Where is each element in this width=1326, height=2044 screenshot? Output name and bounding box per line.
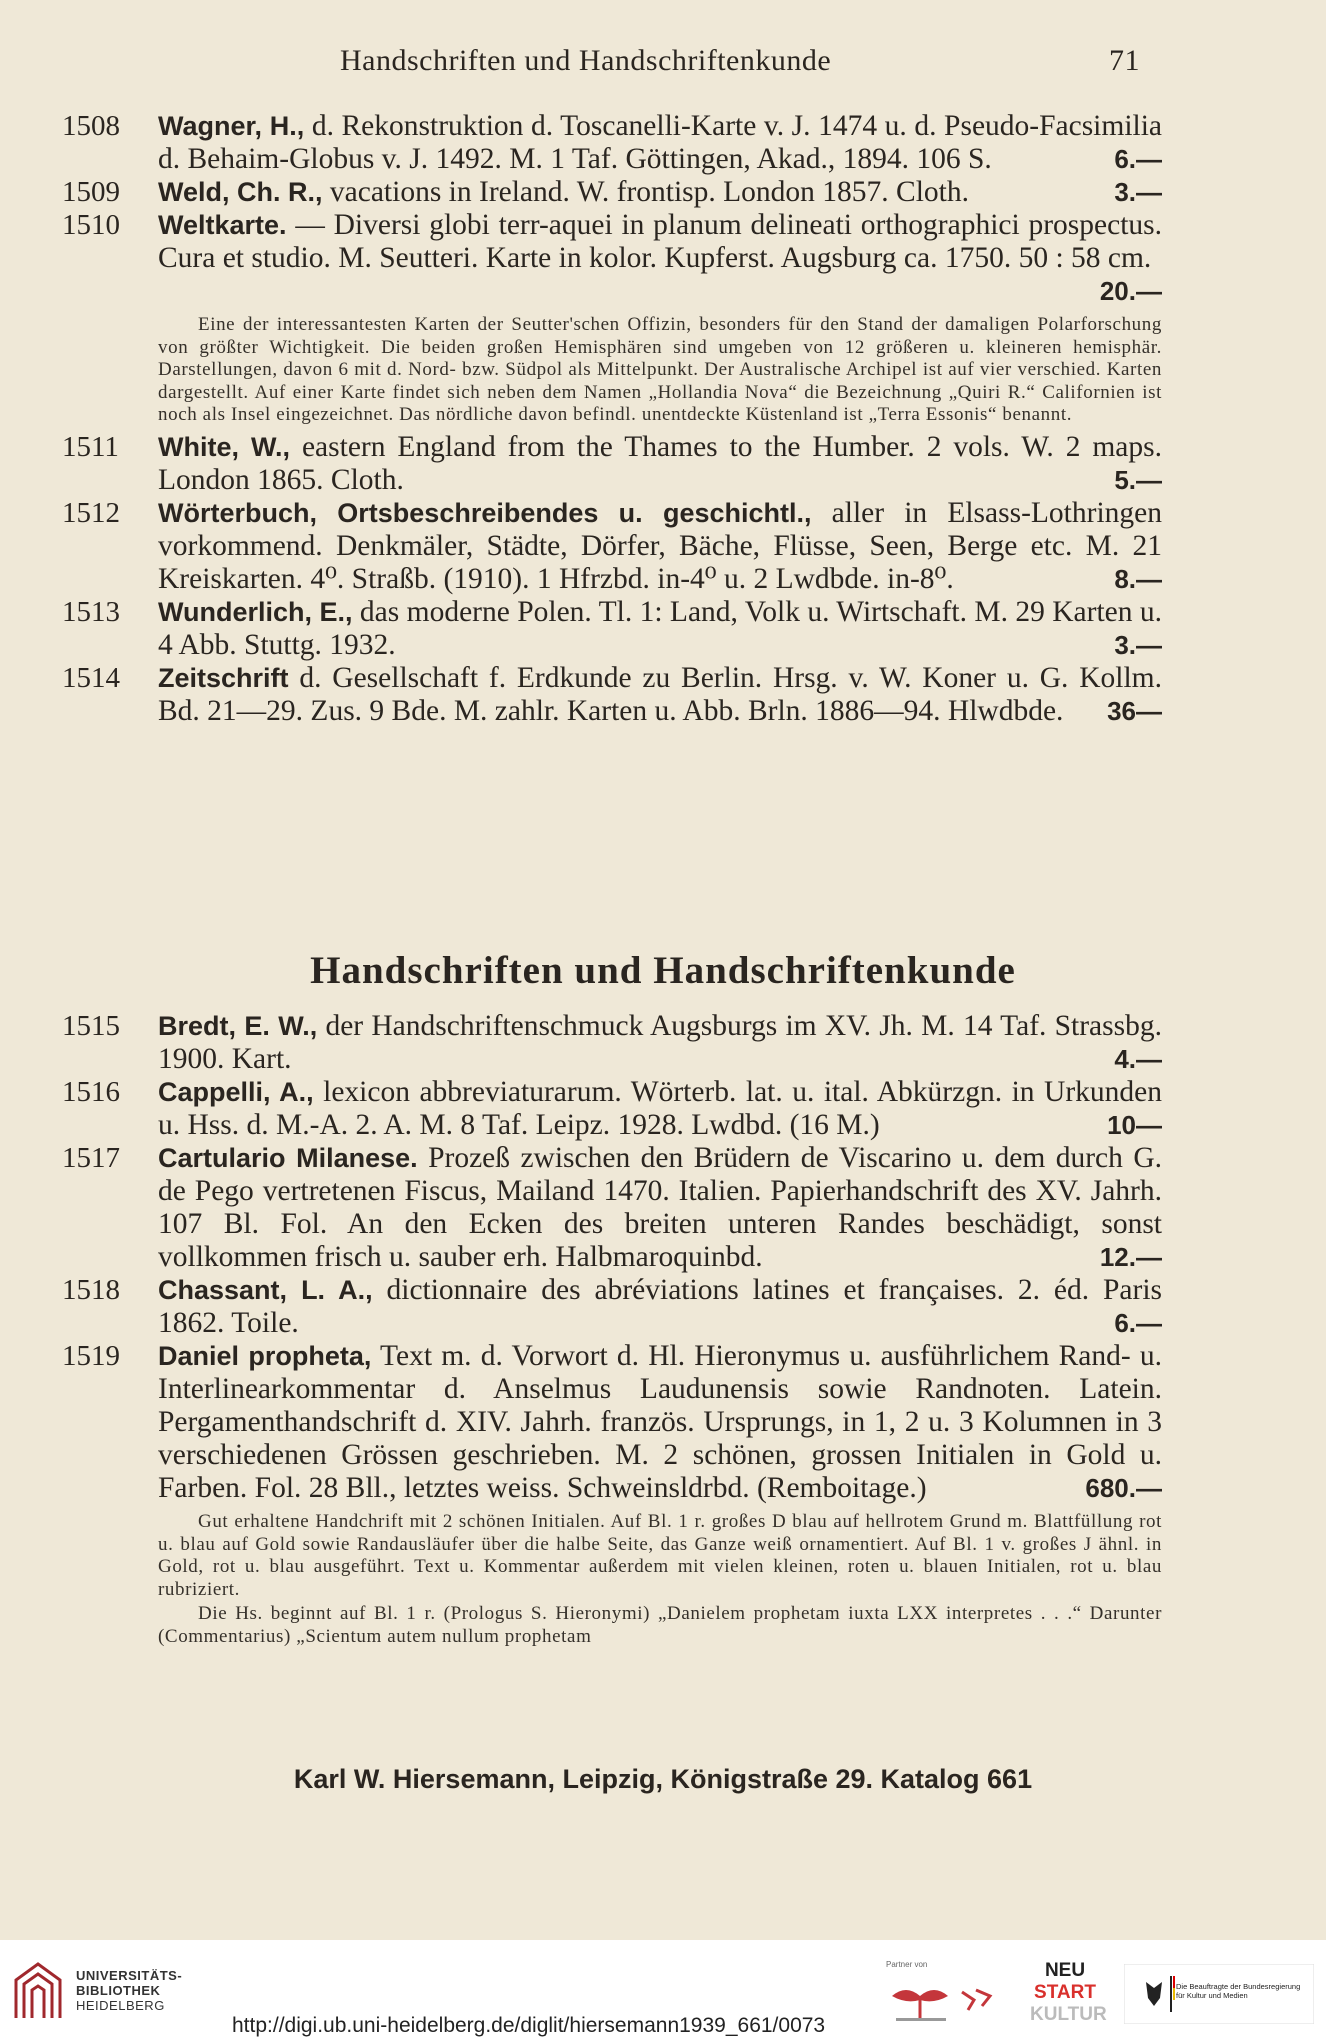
entry-text [158,1076,1162,1142]
entry-note-paragraph: Die Hs. beginnt auf Bl. 1 r. (Prologus S. Hieronymi) „Danielem prophetam iuxta LXX interpretes . . .“ Darunter (Commentarius) „Scientum autem nullum prophetam [158,1603,1162,1647]
entry-number: 1513 [62,595,120,628]
entry-description: der Handschriftenschmuck Augsburgs im XV. Jh. M. 14 Taf. Strassbg. 1900. Kart. [158,1010,1162,1075]
entry-price: 8.— [1114,563,1162,594]
entry-number: 1517 [62,1142,120,1174]
entry-number: 1511 [62,430,119,463]
entry-author: Wunderlich, E., [158,596,353,627]
neustart-line: NEU [1044,1960,1086,1981]
entry-price: 20.— [1099,276,1162,306]
catalog-entry [62,209,1162,427]
catalog-entry [62,497,1162,596]
entry-text [158,1010,1162,1076]
entry-description: vacations in Ireland. W. frontisp. London 1857. Cloth. [329,176,969,208]
entry-author: White, W., [158,431,291,462]
entry-number: 1514 [62,661,120,694]
entry-text [158,662,1162,728]
entry-author: Bredt, E. W., [158,1011,318,1041]
permalink-url[interactable]: http://digi.ub.uni-heidelberg.de/diglit/hiersemann1939_661/0073 [232,2014,826,2037]
entry-description: dictionnaire des abréviations latines et françaises. 2. éd. Paris 1862. Toile. [158,1274,1163,1339]
entry-text [158,1142,1162,1274]
entry-price: 680.— [1085,1473,1162,1503]
entry-price: 3.— [1114,177,1162,207]
entry-text [158,110,1162,176]
entry-price: 36— [1107,695,1162,726]
catalog-entry [62,1274,1162,1340]
entry-author: Wagner, H., [158,111,305,141]
library-name-line: BIBLIOTHEK [76,1983,161,1998]
entry-text [158,1274,1162,1340]
bund-line: Die Beauftragte der Bundesregierung [1176,1982,1301,1991]
neustart-line: START [1034,1982,1096,2003]
neustart-kultur-logo [1030,1960,1107,2026]
bund-line: für Kultur und Medien [1176,1991,1248,2000]
entry-note-paragraph: Eine der interessantesten Karten der Seutter'schen Offizin, besonders für den Stand der damaligen Polarforschung von größter Wichtigkeit. Die beiden großen Hemisphären sind umgeben von 12 größeren u. kleineren hemisphär. Darstellungen, davon 6 mit d. Nord- bzw. Südpol als Mittelpunkt. Der Australische Archipel ist auf vier verschied. Karten dargestellt. Auf einer Karte findet sich neben dem Namen „Hollandia Nova“ die Bezeichnung „Quiri R.“ Californien ist noch als Insel eingezeichnet. Das nördliche davon befindl. unentdeckte Küstenland ist „Terra Essonis“ benannt. [158,314,1162,425]
publisher-footer: Karl W. Hiersemann, Leipzig, Königstraße 29. Katalog 661 [293,1764,1033,1794]
entry-description: lexicon abbreviaturarum. Wörterb. lat. u. ital. Abkürzgn. in Urkunden u. Hss. d. M.-A. 2. A. M. 8 Taf. Leipz. 1928. Lwdbd. (16 M.) [158,1076,1162,1141]
entry-price: 6.— [1114,144,1162,174]
entry-author: Wörterbuch, Ortsbeschreibendes u. geschichtl., [158,497,812,528]
page-number: 71 [1109,44,1140,77]
entry-text [158,497,1162,596]
entry-author: Weld, Ch. R., [158,177,323,207]
library-name [76,1968,182,2013]
catalog-entry [62,176,1162,209]
catalog-entry [62,1142,1162,1274]
entry-text [158,209,1162,308]
entry-note [158,1511,1162,1648]
entry-price: 12.— [1099,1242,1162,1272]
entry-note [158,314,1162,427]
catalog-entry [62,1076,1162,1142]
entry-number: 1512 [62,496,120,529]
entry-number: 1519 [62,1340,120,1372]
entry-text [158,431,1162,497]
running-head-title: Handschriften und Handschriftenkunde [340,44,832,77]
entry-number: 1516 [62,1076,120,1108]
entry-text [158,1340,1162,1505]
library-name-line: HEIDELBERG [76,1998,165,2013]
entry-price: 10— [1107,1110,1162,1140]
entry-number: 1508 [62,110,120,142]
entry-author: Cartulario Milanese. [158,1143,418,1173]
entry-price: 6.— [1114,1308,1162,1338]
catalog-entry [62,110,1162,176]
entry-description: — Diversi globi terr-aquei in planum delineati orthographici prospectus. Cura et studio. M. Seutteri. Karte in kolor. Kupferst. Augsburg ca. 1750. 50 : 58 cm. [158,209,1163,274]
entry-number: 1510 [62,209,120,241]
entries-top [62,110,1162,728]
entry-text [158,176,1162,209]
partner-label: Partner von [886,1960,928,1969]
partner-logo-small-icon [960,1982,994,2012]
entry-description: d. Gesellschaft f. Erdkunde zu Berlin. Hrsg. v. W. Koner u. G. Kollm. Bd. 21—29. Zus. 9 Bde. M. zahlr. Karten u. Abb. Brln. 1886—94. Hlwdbde. [158,661,1162,727]
entry-author: Weltkarte. [158,210,287,240]
entry-number: 1515 [62,1010,120,1042]
library-name-line: UNIVERSITÄTS- [76,1968,183,1983]
university-logo-icon [12,1960,64,2022]
federal-commissioner-text [1176,1982,1300,2000]
entry-author: Zeitschrift [158,662,289,693]
entry-description: d. Rekonstruktion d. Toscanelli-Karte v. J. 1474 u. d. Pseudo-Facsimilia d. Behaim-Globus v. J. 1492. M. 1 Taf. Göttingen, Akad., 1894. 106 S. [158,110,1163,175]
entry-number: 1509 [62,176,120,208]
entry-author: Chassant, L. A., [158,1275,373,1305]
neustart-line: KULTUR [1030,2004,1107,2025]
entry-description: Prozeß zwischen den Brüdern de Viscarino u. dem durch G. de Pego vertretenen Fiscus, Mailand 1470. Italien. Papierhandschrift des XV. Jahrh. 107 Bl. Fol. An den Ecken des breiten unteren Randes beschädigt, sonst vollkommen frisch u. sauber erh. Halbmaroquinbd. [158,1142,1162,1273]
entry-author: Daniel propheta, [158,1341,372,1371]
entry-description: das moderne Polen. Tl. 1: Land, Volk u. Wirtschaft. M. 29 Karten u. 4 Abb. Stuttg. 1932. [158,595,1163,661]
entry-note-paragraph: Gut erhaltene Handchrift mit 2 schönen Initialen. Auf Bl. 1 r. großes D blau auf hellrotem Grund m. Blattfüllung rot u. blau auf Gold sowie Randausläufer über die halbe Seite, das Ganze weiß ornamentiert. Auf Bl. 1 v. großes J ähnl. in Gold, rot u. blau ausgeführt. Text u. Kommentar außerdem mit vielen kleinen, roten u. blauen Initialen, rot u. blau rubriziert. [158,1511,1162,1600]
entry-description: eastern England from the Thames to the Humber. 2 vols. W. 2 maps. London 1865. Cloth. [158,430,1163,496]
catalog-entry [62,431,1162,497]
catalog-entry [62,596,1162,662]
partner-logo-icon [886,1974,956,2024]
entry-author: Cappelli, A., [158,1077,314,1107]
entry-number: 1518 [62,1274,120,1306]
entry-description: Text m. d. Vorwort d. Hl. Hieronymus u. ausführlichem Rand- u. Interlinearkommentar d. Anselmus Laudunensis sowie Randnoten. Latein. Pergamenthandschrift d. XIV. Jahrh. französ. Ursprungs, in 1, 2 u. 3 Kolumnen in 3 verschiedenen Grössen geschrieben. M. 2 schönen, grossen Initialen in Gold u. Farben. Fol. 28 Bll., letztes weiss. Schweinsldrbd. (Remboitage.) [158,1340,1163,1504]
catalog-entry [62,1010,1162,1076]
entry-price: 5.— [1114,464,1162,495]
entry-description: aller in Elsass-Lothringen vorkommend. Denkmäler, Städte, Dörfer, Bäche, Flüsse, Seen, Berge etc. M. 21 Kreiskarten. 4⁰. Straßb. (1910). 1 Hfrzbd. in-4⁰ u. 2 Lwdbde. in-8⁰. [158,496,1162,595]
catalog-entry [62,662,1162,728]
entry-text [158,596,1162,662]
entries-bottom [62,1010,1162,1652]
entry-price: 3.— [1114,629,1162,660]
digitization-bar [0,1940,1326,2044]
section-title: Handschriften und Handschriftenkunde [310,949,1016,992]
catalog-entry [62,1340,1162,1648]
entry-price: 4.— [1114,1044,1162,1074]
